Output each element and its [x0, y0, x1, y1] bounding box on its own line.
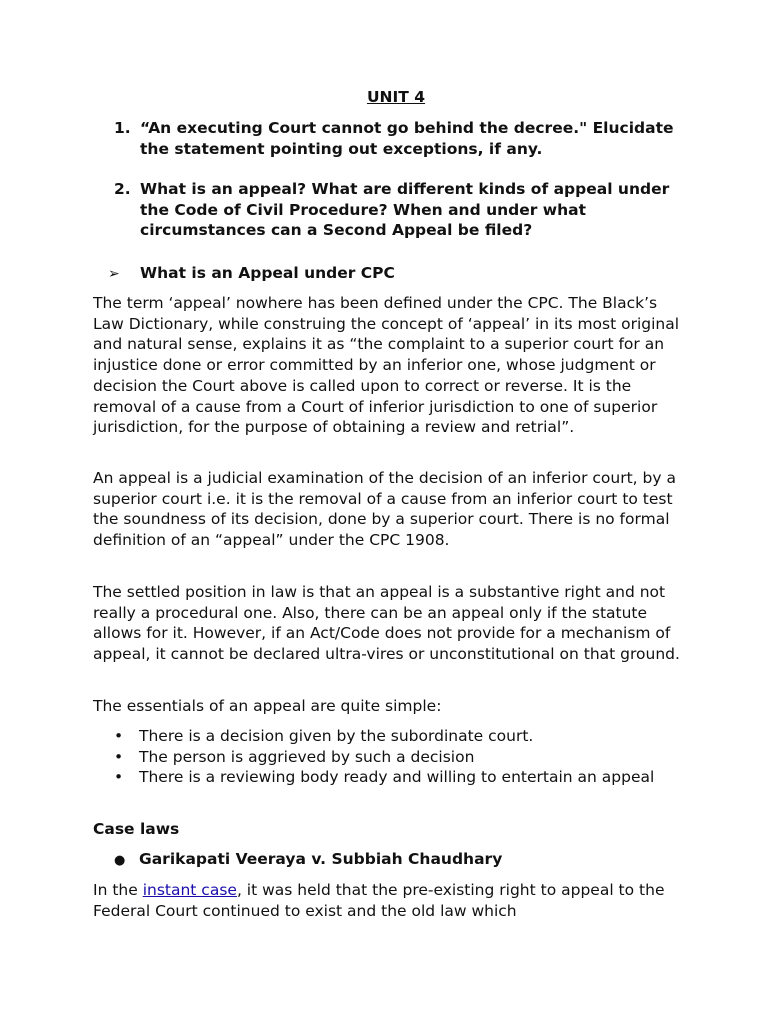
paragraph-text-before-link: In the — [93, 881, 143, 899]
arrow-bullet-icon: ➢ — [108, 266, 120, 282]
unit-title — [0, 88, 768, 106]
list-item — [114, 747, 684, 768]
paragraph-definition: The term ‘appeal’ nowhere has been defined under the CPC. The Black’s Law Dictionary, while construing the concept of ‘appeal’ in its most original and natural sense, explains it as “the complaint to a superior court for an injustice done or error committed by an inferior one, whose judgment or decision the Court above is called upon to correct or reverse. It is the removal of a cause from a Court of inferior jurisdiction to one of superior jurisdiction, for the purpose of obtaining a review and retrial”. — [93, 294, 680, 437]
essentials-list — [114, 726, 684, 788]
instant-case-link[interactable]: instant case — [142, 881, 237, 899]
question-list — [114, 118, 694, 261]
question-item — [114, 179, 694, 241]
case-laws-heading: Case laws — [93, 820, 180, 838]
list-item-text: There is a reviewing body ready and willing to entertain an appeal — [139, 768, 655, 787]
unit-title-text: UNIT 4 — [366, 88, 426, 106]
case-item-text: Garikapati Veeraya v. Subbiah Chaudhary — [139, 850, 503, 868]
bullet-icon: • — [114, 747, 124, 766]
bullet-icon: ● — [114, 853, 126, 868]
list-item — [114, 726, 684, 747]
paragraph-judicial-examination: An appeal is a judicial examination of the decision of an inferior court, by a superior court i.e. it is the removal of a cause from an inferior court to test the soundness of its decision, done by a superior court. There is no formal definition of an “appeal” under the CPC 1908. — [93, 469, 676, 550]
question-text: What is an appeal? What are different kinds of appeal under the Code of Civil Procedure? When and under what circumstances can a Second Appeal be filed? — [140, 180, 670, 239]
question-number: 1. — [114, 119, 131, 137]
paragraph-case-summary — [93, 880, 683, 921]
section-heading — [108, 263, 395, 285]
case-item — [114, 849, 502, 872]
paragraph-essentials-intro: The essentials of an appeal are quite simple: — [93, 697, 442, 715]
question-number: 2. — [114, 180, 131, 198]
list-item-text: The person is aggrieved by such a decision — [139, 747, 475, 766]
paragraph-text-after-link: , it was held that the pre-existing right to appeal to the Federal Court continued to exist and the old law which — [93, 881, 665, 920]
question-item — [114, 118, 694, 159]
question-text: “An executing Court cannot go behind the decree." Elucidate the statement pointing out exceptions, if any. — [140, 119, 674, 158]
section-heading-text: What is an Appeal under CPC — [140, 264, 395, 282]
list-item — [114, 767, 684, 788]
bullet-icon: • — [114, 727, 124, 745]
list-item-text: There is a decision given by the subordinate court. — [139, 727, 534, 745]
bullet-icon: • — [114, 768, 124, 787]
paragraph-settled-position: The settled position in law is that an appeal is a substantive right and not really a procedural one. Also, there can be an appeal only if the statute allows for it. However, if an Act/Code does not provide for a mechanism of appeal, it cannot be declared ultra-vires or unconstitutional on that ground. — [93, 583, 680, 664]
